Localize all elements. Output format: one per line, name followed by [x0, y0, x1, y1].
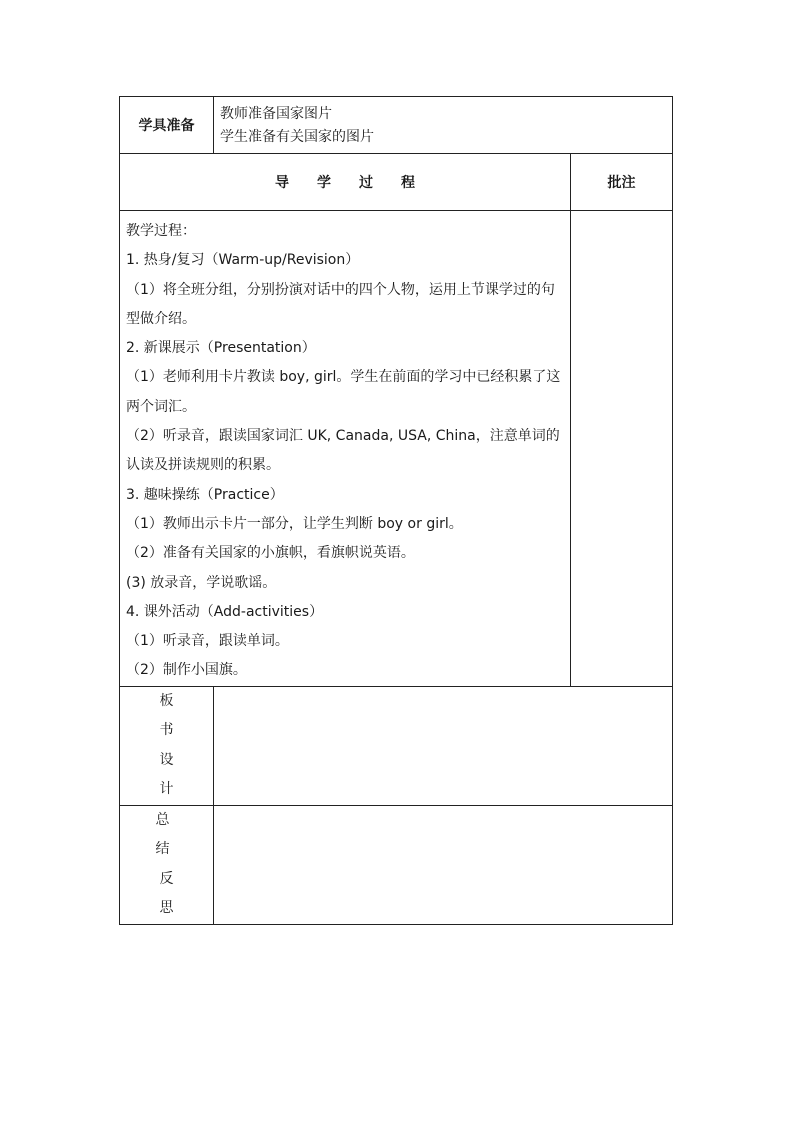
board-design-label — [120, 686, 214, 805]
process-line: 1. 热身/复习（Warm-up/Revision） — [126, 252, 360, 269]
process-line: （1）听录音，跟读单词。 — [126, 633, 289, 650]
board-design-char: 书 — [159, 722, 174, 739]
lesson-plan-table — [119, 96, 673, 925]
note-header: 批注 — [571, 154, 673, 211]
board-design-char: 计 — [159, 781, 174, 798]
header-row — [120, 154, 673, 211]
board-design-content — [214, 686, 673, 805]
process-line: （2）制作小国旗。 — [126, 662, 247, 679]
process-line: （1）教师出示卡片一部分，让学生判断 boy or girl。 — [126, 515, 463, 532]
process-line: （2）听录音，跟读国家词汇 UK, Canada, USA, China，注意单词的认读及拼读规则的积累。 — [126, 428, 560, 474]
summary-char: 总 — [155, 811, 170, 828]
prep-line-student: 学生准备有关国家的图片 — [220, 129, 374, 145]
board-design-char: 板 — [159, 692, 174, 709]
process-line: （1）将全班分组，分别扮演对话中的四个人物，运用上节课学过的句型做介绍。 — [126, 281, 555, 327]
process-line: （1）老师利用卡片教读 boy, girl。学生在前面的学习中已经积累了这两个词汇。 — [126, 369, 561, 415]
process-header-title: 导学过程 — [275, 175, 443, 191]
process-line: 2. 新课展示（Presentation） — [126, 340, 316, 357]
process-line: (3) 放录音，学说歌谣。 — [126, 574, 277, 591]
board-design-char: 设 — [159, 751, 174, 768]
process-content — [120, 211, 571, 687]
prep-content — [214, 97, 673, 154]
board-design-row — [120, 686, 673, 805]
summary-char: 反 — [159, 870, 174, 887]
process-header — [120, 154, 571, 211]
summary-content — [214, 805, 673, 924]
note-content — [571, 211, 673, 687]
summary-char: 思 — [159, 900, 174, 917]
process-line: 教学过程： — [126, 223, 196, 239]
process-line: 3. 趣味操练（Practice） — [126, 486, 284, 503]
summary-label — [120, 805, 214, 924]
process-row — [120, 211, 673, 687]
prep-label: 学具准备 — [120, 97, 214, 154]
prep-line-teacher: 教师准备国家图片 — [220, 106, 332, 122]
process-line: 4. 课外活动（Add-activities） — [126, 603, 324, 620]
process-line: （2）准备有关国家的小旗帜，看旗帜说英语。 — [126, 545, 415, 562]
summary-char: 结 — [155, 841, 170, 858]
prep-row — [120, 97, 673, 154]
summary-row — [120, 805, 673, 924]
